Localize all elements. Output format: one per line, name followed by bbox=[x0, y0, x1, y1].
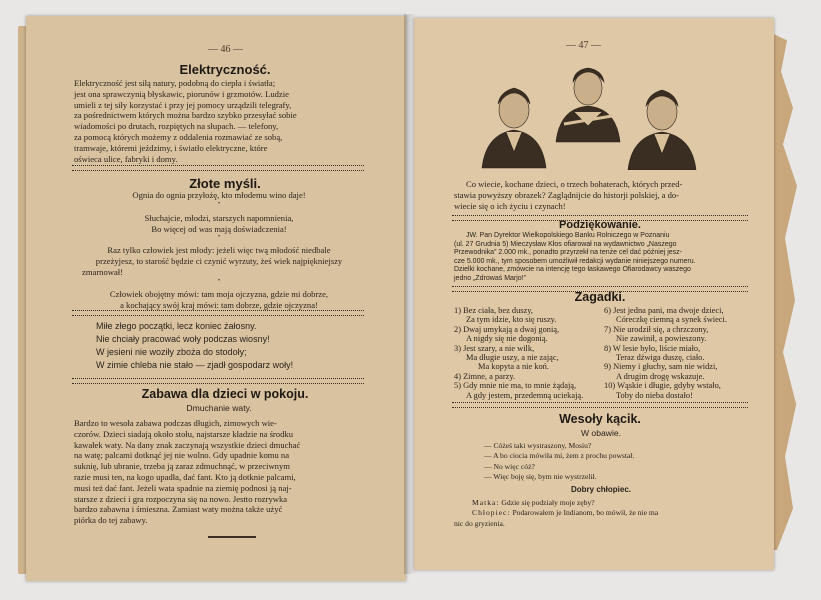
portrait-right bbox=[628, 90, 696, 170]
riddle-line: Nie zawinił, a powieszony. bbox=[616, 334, 707, 344]
speaker-label: Chłopiec: bbox=[472, 508, 511, 518]
question-text bbox=[454, 179, 746, 211]
thanks-text bbox=[454, 232, 748, 284]
riddle-line: 10) Wąskie i długie, gdyby wstało, bbox=[604, 381, 721, 391]
text-line: na watę; palcami dotknąć jej nie wolno. Gdy upadnie komu na bbox=[74, 450, 290, 461]
dialog-line: — Cóżeś taki wystraszony, Mosiu? bbox=[484, 441, 592, 450]
riddle-line: 8) W lesie było, liście miało, bbox=[604, 343, 701, 353]
page-number-right: — 47 — bbox=[566, 40, 601, 51]
quote-line: Bo więcej od was mają doświadczenia! bbox=[151, 223, 287, 234]
riddle-line: A gdy jestem, przedemną uciekają. bbox=[466, 390, 584, 400]
dialog-line: — A bo ciocia mówiła mi, żem z prochu powstał. bbox=[484, 451, 635, 461]
golden-thoughts-heading: Złote myśli. bbox=[189, 176, 261, 191]
text-line: bardzo zabawna i śmieszna. Zamiast waty można także użyć bbox=[74, 504, 283, 515]
quote-line: przeżyjesz, to starość będzie ci czynić wyrzuty, żeś wiek najpiękniejszy bbox=[95, 256, 343, 267]
joke-2-text bbox=[454, 498, 748, 529]
riddle-line: Toby do nieba dostało! bbox=[616, 390, 693, 400]
electricity-text bbox=[74, 78, 364, 164]
portrait-middle bbox=[556, 68, 620, 142]
riddles-right-column bbox=[604, 306, 754, 400]
game-subheading: Dmuchanie waty. bbox=[186, 403, 252, 413]
text-line: tramwaje, któremi jeździmy, i światło elektryczne, które bbox=[74, 142, 268, 153]
bullet-separator: • bbox=[217, 277, 221, 284]
funny-corner-heading: Wesoły kącik. bbox=[559, 412, 641, 426]
text-line: musi też dać fant. Jeżeli wata spadnie na ziemię podnosi ją naj- bbox=[74, 482, 292, 493]
poem-line: W zimie chleba nie stało — zjadł gospodarz woły! bbox=[96, 360, 294, 370]
text-line: stawia powyższy obrazek? Zaglądnijcie do historji polskiej, a do- bbox=[454, 189, 680, 200]
text-line: kawałek waty. Na dany znak zaczynają wszystkie dzieci dmuchać bbox=[74, 439, 301, 450]
riddle-line: 5) Gdy mnie nie ma, to mnie żądają, bbox=[454, 381, 577, 391]
speech-text: Podarowałem je Indianom, bo mówił, że nie ma bbox=[512, 508, 659, 518]
section-divider bbox=[72, 165, 364, 171]
quote-line: Słuchajcie, młodzi, starszych napomnienia, bbox=[144, 212, 294, 223]
riddle-line: 9) Niemy i głuchy, sam nie widzi, bbox=[604, 362, 718, 372]
game-text bbox=[74, 418, 364, 526]
golden-thoughts-text bbox=[74, 190, 364, 310]
poem bbox=[96, 320, 356, 372]
text-line: wiecie się o ich życiu i czynach! bbox=[454, 200, 566, 211]
speech-text: Gdzie się podziały moje zęby? bbox=[501, 498, 595, 507]
riddle-line: Córeczkę ciemną a synek świeci. bbox=[616, 315, 727, 325]
speech-text: nic do gryzienia. bbox=[454, 518, 505, 528]
game-heading: Zabawa dla dzieci w pokoju. bbox=[141, 387, 309, 401]
quote-line: Człowiek obojętny mówi: tam moja ojczyzna, gdzie mi dobrze, bbox=[109, 288, 329, 299]
text-line: JW. Pan Dyrektor Wielkopolskiego Banku Rolniczego w Poznaniu bbox=[466, 232, 670, 239]
bullet-separator: • bbox=[217, 200, 221, 207]
quote-line: a kochający swój kraj mówi: tam dobrze, gdzie ojczyzna! bbox=[120, 299, 318, 310]
riddle-line: 7) Nie urodził się, a chrzczony, bbox=[604, 324, 709, 334]
section-divider bbox=[72, 310, 364, 316]
joke-dialog bbox=[484, 441, 744, 483]
text-line: (ul. 27 Grudnia 5) Mieczysław Kłos ofiarował na wydawnictwo „Naszego bbox=[454, 240, 677, 248]
section-divider bbox=[72, 378, 364, 384]
text-line: razie musi ten, na kogo upadła, dać fant. Kto ją dotknie palcami, bbox=[74, 471, 296, 482]
text-line: Co wiecie, kochane dzieci, o trzech bohaterach, których przed- bbox=[466, 179, 683, 189]
dialog-line: — Więc boję się, bym nie wystrzelił. bbox=[484, 472, 597, 482]
quote-line: Ognia do ognia przyłożę, kto młodemu wino daje! bbox=[132, 190, 306, 200]
speaker-label: Matka: bbox=[472, 498, 500, 507]
text-line: piórka do tej zabawy. bbox=[74, 515, 148, 526]
riddle-line: 2) Dwaj umykają a dwaj gonią, bbox=[454, 324, 560, 334]
text-line: oświeca ulice, fabryki i domy. bbox=[74, 153, 178, 164]
riddle-line: 6) Jest jedna pani, ma dwoje dzieci, bbox=[604, 306, 724, 315]
text-line: czorów. Dzieci siadają około stołu, najstarsze kładzie na środku bbox=[74, 428, 293, 439]
text-line: jest ona sprawczynią błyskawic, piorunów i grzmotów. Ludzie bbox=[74, 88, 289, 99]
riddle-line: 1) Bez ciała, bez duszy, bbox=[454, 306, 533, 315]
quote-line: Raz tylko człowiek jest młody: jeżeli więc twą młodość niedbale bbox=[107, 245, 331, 256]
three-heroes-engraving bbox=[478, 60, 700, 170]
riddle-line: Teraz dźwiga duszę, ciało. bbox=[616, 353, 705, 363]
page-number-left: — 46 — bbox=[208, 44, 243, 55]
riddle-line: 4) Zimne, a parzy. bbox=[454, 371, 516, 381]
thanks-heading: Podziękowanie. bbox=[559, 219, 641, 231]
poem-line: Miłe złego początki, lecz koniec żałosny. bbox=[96, 321, 257, 331]
text-line: starsze z dzieci i gra rozpoczyna się na nowo. Jestto rozrywka bbox=[74, 493, 288, 504]
riddle-line: 3) Jest szary, a nie wilk, bbox=[454, 343, 535, 353]
riddles-left-column bbox=[454, 306, 604, 400]
riddle-line: A drugim drogę wskazuje. bbox=[616, 371, 705, 381]
text-line: umieli z tej siły korzystać i przy jej pomocy urządzili telegrafy, bbox=[74, 99, 292, 110]
riddle-line: Ma długie uszy, a nie zając, bbox=[466, 353, 559, 363]
joke-subheading-2: Dobry chłopiec. bbox=[570, 485, 631, 494]
text-line: Przewodnika” 2.000 mk., ponadto przyrzekł na tenże cel dać później jesz- bbox=[454, 249, 683, 257]
text-line: za pomocą których możemy z oddalenia rozmawiać ze sobą, bbox=[74, 131, 283, 142]
poem-line: W jesieni nie woziły zboża do stodoły; bbox=[96, 347, 247, 357]
text-line: wiadomości po drutach, rozpiętych na słupach. — telefony, bbox=[74, 121, 279, 132]
riddle-line: Za tym idzie, kto się ruszy. bbox=[466, 315, 557, 325]
text-line: za pośrednictwem których można bardzo szybko przesyłać sobie bbox=[74, 110, 297, 121]
bullet-separator: • bbox=[217, 234, 221, 241]
text-line: Bardzo to wesoła zabawa podczas długich, zimowych wie- bbox=[74, 418, 277, 428]
portrait-left bbox=[482, 88, 546, 168]
text-line: jedno „Zdrowaś Marjo!” bbox=[454, 274, 526, 282]
poem-line: Nie chciały pracować woły podczas wiosny! bbox=[96, 334, 270, 344]
text-line: Dzielki kochane, zmówcie na intencję tego łaskawego Ofiarodawcy waszego bbox=[454, 266, 691, 274]
dialog-line: — No więc cóż? bbox=[484, 461, 535, 471]
text-line: Elektryczność jest siłą natury, podobną do ciepła i światła; bbox=[74, 78, 276, 88]
end-rule bbox=[208, 536, 256, 538]
section-divider bbox=[452, 402, 748, 408]
riddles-heading: Zagadki. bbox=[574, 290, 626, 304]
text-line: suknię, lub ubranie, trzeba ją zaraz zdmuchnąć, w przeciwnym bbox=[74, 461, 290, 472]
riddle-line: Ma kopyta a nie koń. bbox=[478, 362, 549, 372]
riddle-line: A nigdy się nie dogonią. bbox=[466, 334, 548, 344]
joke-subheading-1: W obawie. bbox=[580, 428, 622, 438]
electricity-heading: Elektryczność. bbox=[179, 62, 271, 77]
quote-line: zmarnował! bbox=[82, 266, 124, 277]
book-spine bbox=[404, 14, 416, 574]
text-line: cze 5.000 mk., tym sposobem umożliwił redakcji wydanie niniejszego numeru. bbox=[454, 257, 696, 265]
